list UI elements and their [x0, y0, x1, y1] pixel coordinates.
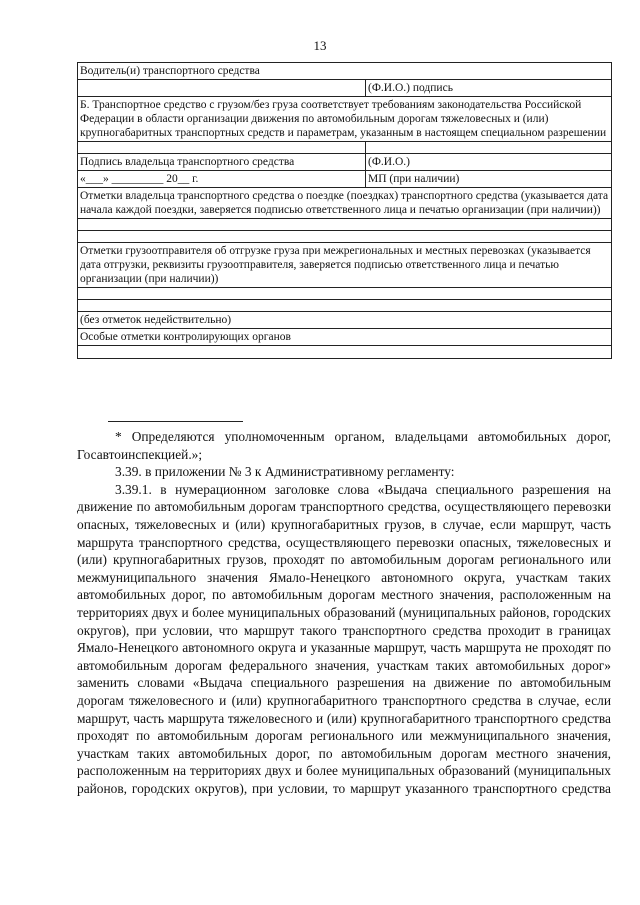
- form-row-blank-4: [78, 288, 612, 300]
- page-number: 13: [313, 38, 327, 53]
- driver-sign-caption: (Ф.И.О.) подпись: [366, 80, 612, 97]
- paragraph-3-39: 3.39. в приложении № 3 к Административному регламенту:: [115, 464, 455, 480]
- permit-form-table: [77, 62, 612, 359]
- body-text: [77, 428, 611, 797]
- date-line: «___» _________ 20__ г.: [78, 171, 366, 188]
- form-row-blank-1: [78, 142, 612, 154]
- form-row-blank-5: [78, 300, 612, 312]
- form-row-control-marks: [78, 329, 612, 346]
- invalid-note: (без отметок недействительно): [78, 312, 612, 329]
- shipper-marks-text: Отметки грузоотправителя об отгрузке груза при межрегиональных и местных перевозках (указывается дата отгрузки, реквизиты грузоотправителя, заверяется подписью ответственного лица и печатью организации (при наличии)): [78, 243, 612, 288]
- footnote-text: * Определяются уполномоченным органом, владельцами автомобильных дорог, Госавтоинспекцией.»;: [77, 429, 611, 462]
- form-row-blank-2: [78, 219, 612, 231]
- form-row-owner-marks: [78, 188, 612, 219]
- blank-cell: [78, 300, 612, 312]
- owner-sign-label: Подпись владельца транспортного средства: [78, 154, 366, 171]
- driver-sign-blank: [78, 80, 366, 97]
- blank-cell: [78, 231, 612, 243]
- blank-cell: [78, 288, 612, 300]
- form-row-driver: [78, 63, 612, 80]
- stamp-caption: МП (при наличии): [366, 171, 612, 188]
- paragraph-3-39-1: 3.39.1. в нумерационном заголовке слова «Выдача специального разрешения на движение по автомобильным дорогам транспортного средства, осуществляющего перевозки опасных, тяжеловесных и (или) крупногабаритных грузов, в случае, если маршрут, часть маршрута транспортного средства, осуществляющего перевозки опасных, тяжеловесных и (или) крупногабаритных грузов, проходят по автомобильным дорогам регионального или межмуниципального значения Ямало-Ненецкого автономного округа, участкам таких автомобильных дорог, по автомобильным дорогам местного значения, расположенным на территориях двух и более муниципальных образований (муниципальных районов, городских округов), при условии, что маршрут такого транспортного средства проходит в границах Ямало-Ненецкого автономного округа и указанные маршрут, часть маршрута не проходят по автомобильным дорогам федерального значения, участкам таких автомобильных дорог» заменить словами «Выдача специального разрешения на движение по автомобильным дорогам тяжеловесного и (или) крупногабаритного транспортного средства в случае, если маршрут, часть маршрута тяжеловесного и (или) крупногабаритного транспортного средства проходят по автомобильным дорогам регионального или межмуниципального значения, участкам таких автомобильных дорог, по автомобильным дорогам местного значения, расположенным на территориях двух и более муниципальных образований (муниципальных районов, городских округов), при условии, то маршрут указанного транспортного средства: [77, 481, 611, 796]
- form-row-owner-sign: [78, 154, 612, 171]
- driver-label: Водитель(и) транспортного средства: [78, 63, 612, 80]
- form-row-driver-sign: [78, 80, 612, 97]
- form-row-shipper-marks: [78, 243, 612, 288]
- footnote-separator: [108, 421, 243, 422]
- form-row-blank-3: [78, 231, 612, 243]
- control-marks-label: Особые отметки контролирующих органов: [78, 329, 612, 346]
- form-row-invalid-note: [78, 312, 612, 329]
- owner-marks-text: Отметки владельца транспортного средства о поездке (поездках) транспортного средства (указывается дата начала каждой поездки, заверяется подписью ответственного лица и печатью организации (при наличии)): [78, 188, 612, 219]
- section-b-text: Б. Транспортное средство с грузом/без груза соответствует требованиям законодательства Российской Федерации в области организации движения по автомобильным дорогам тяжеловесных и (или) крупногабаритных транспортных средств и параметрам, указанным в настоящем специальном разрешении: [78, 97, 612, 142]
- owner-fio-caption: (Ф.И.О.): [366, 154, 612, 171]
- form-row-blank-6: [78, 346, 612, 359]
- blank-cell: [366, 142, 612, 154]
- blank-cell: [78, 142, 366, 154]
- form-row-section-b: [78, 97, 612, 142]
- blank-cell: [78, 219, 612, 231]
- blank-cell: [78, 346, 612, 359]
- form-row-date: [78, 171, 612, 188]
